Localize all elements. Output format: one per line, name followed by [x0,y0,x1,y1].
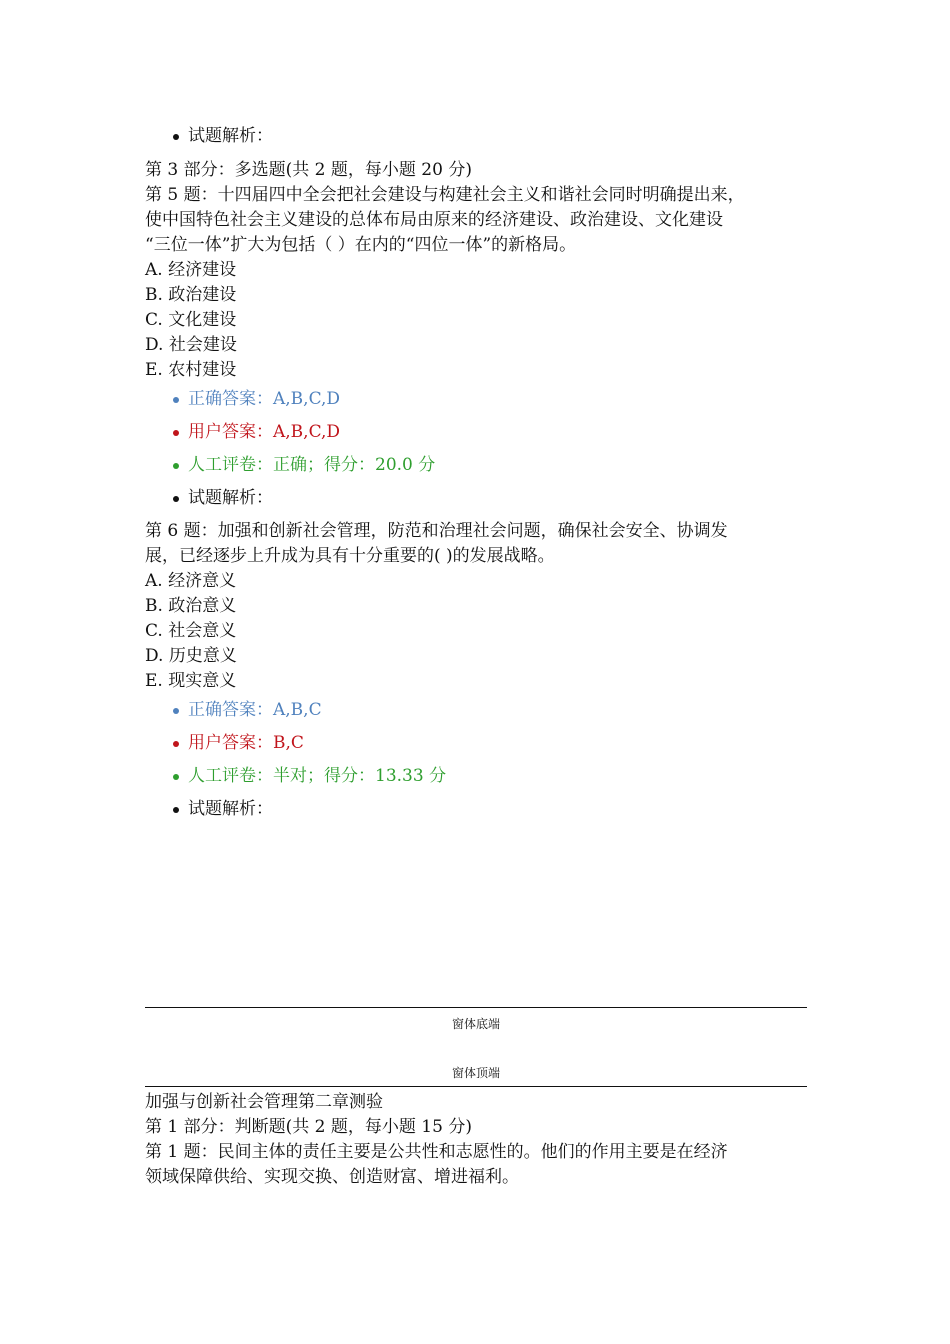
option-e: E. 现实意义 [145,671,237,691]
option-d: D. 历史意义 [145,646,237,666]
bullet-icon [173,463,179,469]
option-a: A. 经济建设 [145,260,237,280]
part3-section [145,158,745,826]
option-c: C. 文化建设 [145,310,237,330]
question-stem-line: 展，已经逐步上升成为具有十分重要的( )的发展战略。 [145,546,555,566]
grading-result: 人工评卷：半对；得分：13.33 分 [145,760,745,793]
question-analysis: 试题解析： [145,482,745,515]
answer-list [145,383,745,515]
form-bottom-label: 窗体底端 [451,1017,500,1031]
part-header: 第 1 部分：判断题(共 2 题，每小题 15 分) [145,1117,472,1137]
form-top-label: 窗体顶端 [451,1066,500,1080]
bullet-icon [173,430,179,436]
correct-answer: 正确答案：A,B,C,D [145,383,745,416]
user-answer: 用户答案：B,C [145,727,745,760]
answer-list [145,694,745,826]
form-top [145,1065,807,1087]
question-stem-line: 领域保障供给、实现交换、创造财富、增进福利。 [145,1167,519,1187]
prev-analysis-item: 试题解析： [145,120,273,153]
prev-question-meta [145,120,273,153]
option-a: A. 经济意义 [145,571,237,591]
correct-answer: 正确答案：A,B,C [145,694,745,727]
option-b: B. 政治意义 [145,596,237,616]
bullet-icon [173,708,179,714]
question-stem-line: 第 5 题：十四届四中全会把社会建设与构建社会主义和谐社会同时明确提出来， [145,185,745,205]
question-5 [145,183,745,515]
bullet-icon [173,134,179,140]
part-header: 第 3 部分：多选题(共 2 题，每小题 20 分) [145,160,472,180]
bullet-icon [173,397,179,403]
question-stem-line: 第 6 题：加强和创新社会管理，防范和治理社会问题，确保社会安全、协调发 [145,521,728,541]
form-bottom [145,1007,807,1032]
bullet-icon [173,774,179,780]
bullet-icon [173,496,179,502]
next-quiz-section [145,1090,728,1190]
question-stem-line: “三位一体”扩大为包括（ ）在内的“四位一体”的新格局。 [145,235,577,255]
grading-result: 人工评卷：正确；得分：20.0 分 [145,449,745,482]
question-analysis: 试题解析： [145,793,745,826]
bullet-icon [173,741,179,747]
question-stem-line: 使中国特色社会主义建设的总体布局由原来的经济建设、政治建设、文化建设 [145,210,723,230]
bullet-icon [173,807,179,813]
question-stem-line: 第 1 题：民间主体的责任主要是公共性和志愿性的。他们的作用主要是在经济 [145,1142,728,1162]
form-divider [145,1086,807,1087]
option-c: C. 社会意义 [145,621,237,641]
question-6 [145,519,745,826]
option-b: B. 政治建设 [145,285,237,305]
form-divider [145,1007,807,1008]
quiz-title: 加强与创新社会管理第二章测验 [145,1092,383,1112]
option-d: D. 社会建设 [145,335,237,355]
user-answer: 用户答案：A,B,C,D [145,416,745,449]
option-e: E. 农村建设 [145,360,237,380]
